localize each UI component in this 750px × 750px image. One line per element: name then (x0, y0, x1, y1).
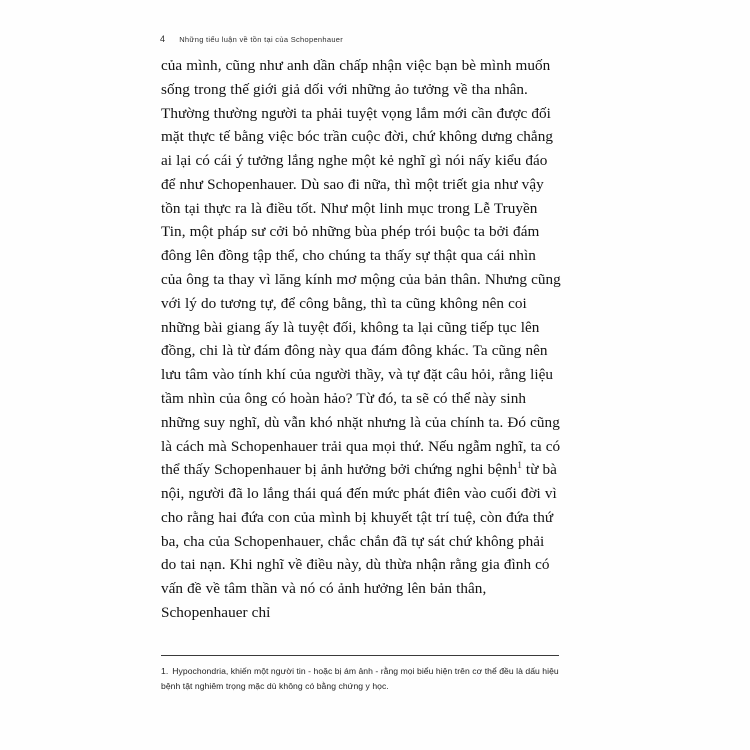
body-text (161, 54, 561, 625)
running-head-title: Những tiểu luận về tồn tại của Schopenhauer (179, 35, 344, 44)
footnote-area (161, 655, 561, 694)
body-paragraph (161, 54, 561, 625)
body-text-part-2: từ bà nội, người đã lo lắng thái quá đến mức phát điên vào cuối đời vì cho rằng hai đứa con của mình bị khuyết tật trí tuệ, còn đứa thứ ba, cha của Schopenhauer, chắc chắn đã tự sát chứ không phải do tai nạn. Khi nghĩ về điều này, dù thừa nhận rằng gia đình có vấn đề về tâm thần và nó có ảnh hưởng lên bản thân, Schopenhauer chỉ (161, 461, 557, 621)
page-number: 4 (160, 34, 166, 44)
footnote (161, 664, 561, 694)
footnote-number: 1. (161, 666, 169, 676)
footnote-divider (161, 655, 559, 656)
body-text-part-1: của mình, cũng như anh dần chấp nhận việc bạn bè mình muốn sống trong thế giới giả dối với những ảo tưởng về tha nhân. Thường thường người ta phải tuyệt vọng lắm mới cần được đối mặt thực tế bằng việc bóc trần cuộc đời, chứ không dưng chẳng ai lại có cái ý tưởng lắng nghe một kẻ nghĩ gì nói nấy kiểu đáo để như Schopenhauer. Dù sao đi nữa, thì một triết gia như vậy tồn tại thực ra là điều tốt. Như một linh mục trong Lễ Truyền Tin, một pháp sư cởi bỏ những bùa phép trói buộc ta bởi đám đông lên đồng tập thể, cho chúng ta thấy sự thật qua cái nhìn của ông ta thay vì lăng kính mơ mộng của bản thân. Nhưng cũng với lý do tương tự, để công bằng, thì ta cũng không nên coi những bài giang ấy là tuyệt đối, không ta lại cũng tiếp tục lên đồng, chi là từ đám đông này qua đám đông khác. Ta cũng nên lưu tâm vào tính khí của người thầy, và tự đặt câu hỏi, rằng liệu tầm nhìn của ông có hoàn hảo? Từ đó, ta sẽ có thể này sinh những suy nghĩ, dù vẫn khó nhặt nhưng là của chính ta. Đó cũng là cách mà Schopenhauer trải qua mọi thứ. Nếu ngẫm nghĩ, ta có thể thấy Schopenhauer bị ảnh hưởng bởi chứng nghi bệnh (161, 57, 561, 479)
running-head (160, 34, 590, 44)
footnote-reference[interactable]: 1 (517, 460, 522, 471)
footnote-text: Hypochondria, khiến một người tin - hoặc bị ám ảnh - rằng mọi biểu hiện trên cơ thể đều là dấu hiệu bệnh tật nghiêm trọng mặc dù không có bằng chứng y học. (161, 666, 559, 691)
